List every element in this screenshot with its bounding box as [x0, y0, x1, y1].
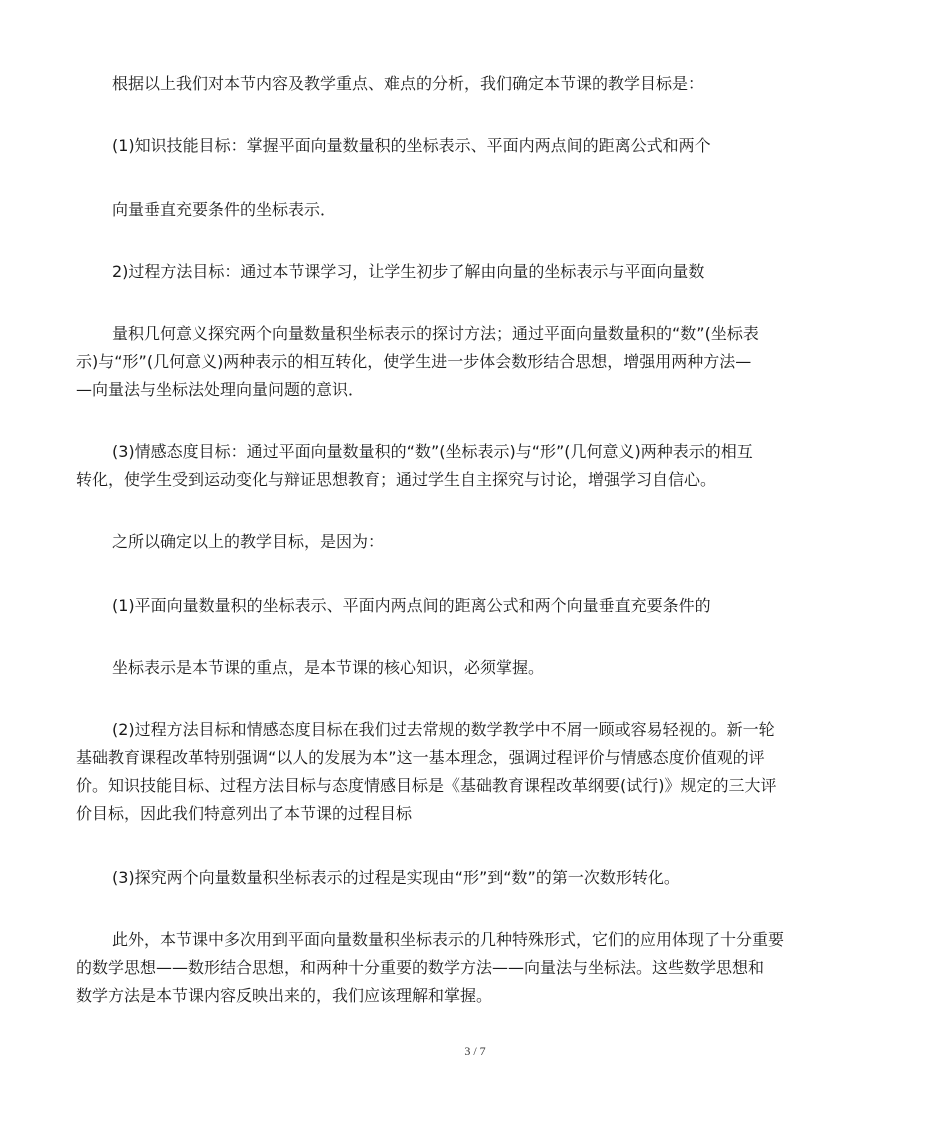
paragraph-process-goal — [76, 258, 876, 286]
text-line: 根据以上我们对本节内容及教学重点、难点的分析，我们确定本节课的教学目标是： — [112, 74, 705, 93]
text-line: 量积几何意义探究两个向量数量积坐标表示的探讨方法；通过平面向量数量积的“数”(坐标表 — [112, 324, 759, 343]
paragraph-reason-intro — [76, 528, 876, 556]
text-line: 此外，本节课中多次用到平面向量数量积坐标表示的几种特殊形式，它们的应用体现了十分重要 — [112, 930, 785, 949]
text-line: 之所以确定以上的教学目标，是因为： — [112, 532, 385, 551]
text-line: 价目标，因此我们特意列出了本节课的过程目标 — [76, 804, 413, 823]
paragraph-reason-3 — [76, 864, 876, 892]
text-line: (3)情感态度目标：通过平面向量数量积的“数”(坐标表示)与“形”(几何意义)两种表示的相互 — [112, 442, 753, 461]
text-line: (3)探究两个向量数量积坐标表示的过程是实现由“形”到“数”的第一次数形转化。 — [112, 868, 680, 887]
text-line: 向量垂直充要条件的坐标表示． — [112, 200, 337, 219]
text-line: 示)与“形”(几何意义)两种表示的相互转化，使学生进一步体会数形结合思想，增强用两种方法— — [76, 352, 752, 371]
paragraph-teaching-goals-intro — [76, 70, 876, 98]
text-line: 基础教育课程改革特别强调“以人的发展为本”这一基本理念，强调过程评价与情感态度价值观的评 — [76, 748, 765, 767]
text-line: (1)知识技能目标：掌握平面向量数量积的坐标表示、平面内两点间的距离公式和两个 — [112, 136, 711, 155]
text-line: 数学方法是本节课内容反映出来的，我们应该理解和掌握。 — [76, 986, 493, 1005]
text-line: 坐标表示是本节课的重点，是本节课的核心知识，必须掌握。 — [112, 658, 545, 677]
text-line: 2)过程方法目标：通过本节课学习，让学生初步了解由向量的坐标表示与平面向量数 — [112, 262, 705, 281]
paragraph-knowledge-goal — [76, 132, 876, 160]
paragraph-knowledge-goal-cont — [76, 196, 876, 224]
text-line: 价。知识技能目标、过程方法目标与态度情感目标是《基础教育课程改革纲要(试行)》规定的三大评 — [76, 776, 777, 795]
paragraph-emotion-goal — [76, 438, 876, 494]
text-line: —向量法与坐标法处理向量问题的意识． — [76, 380, 365, 399]
paragraph-reason-1 — [76, 592, 876, 620]
text-line: (1)平面向量数量积的坐标表示、平面内两点间的距离公式和两个向量垂直充要条件的 — [112, 596, 711, 615]
paragraph-process-goal-cont — [76, 320, 876, 404]
text-line: 转化，使学生受到运动变化与辩证思想教育；通过学生自主探究与讨论，增强学习自信心。 — [76, 470, 717, 489]
paragraph-reason-1-cont — [76, 654, 876, 682]
page-number: 3 / 7 — [464, 1044, 486, 1058]
text-line: 的数学思想——数形结合思想，和两种十分重要的数学方法——向量法与坐标法。这些数学思想和 — [76, 958, 765, 977]
paragraph-reason-2 — [76, 716, 876, 828]
text-line: (2)过程方法目标和情感态度目标在我们过去常规的数学教学中不屑一顾或容易轻视的。新一轮 — [112, 720, 775, 739]
paragraph-additional — [76, 926, 876, 1010]
